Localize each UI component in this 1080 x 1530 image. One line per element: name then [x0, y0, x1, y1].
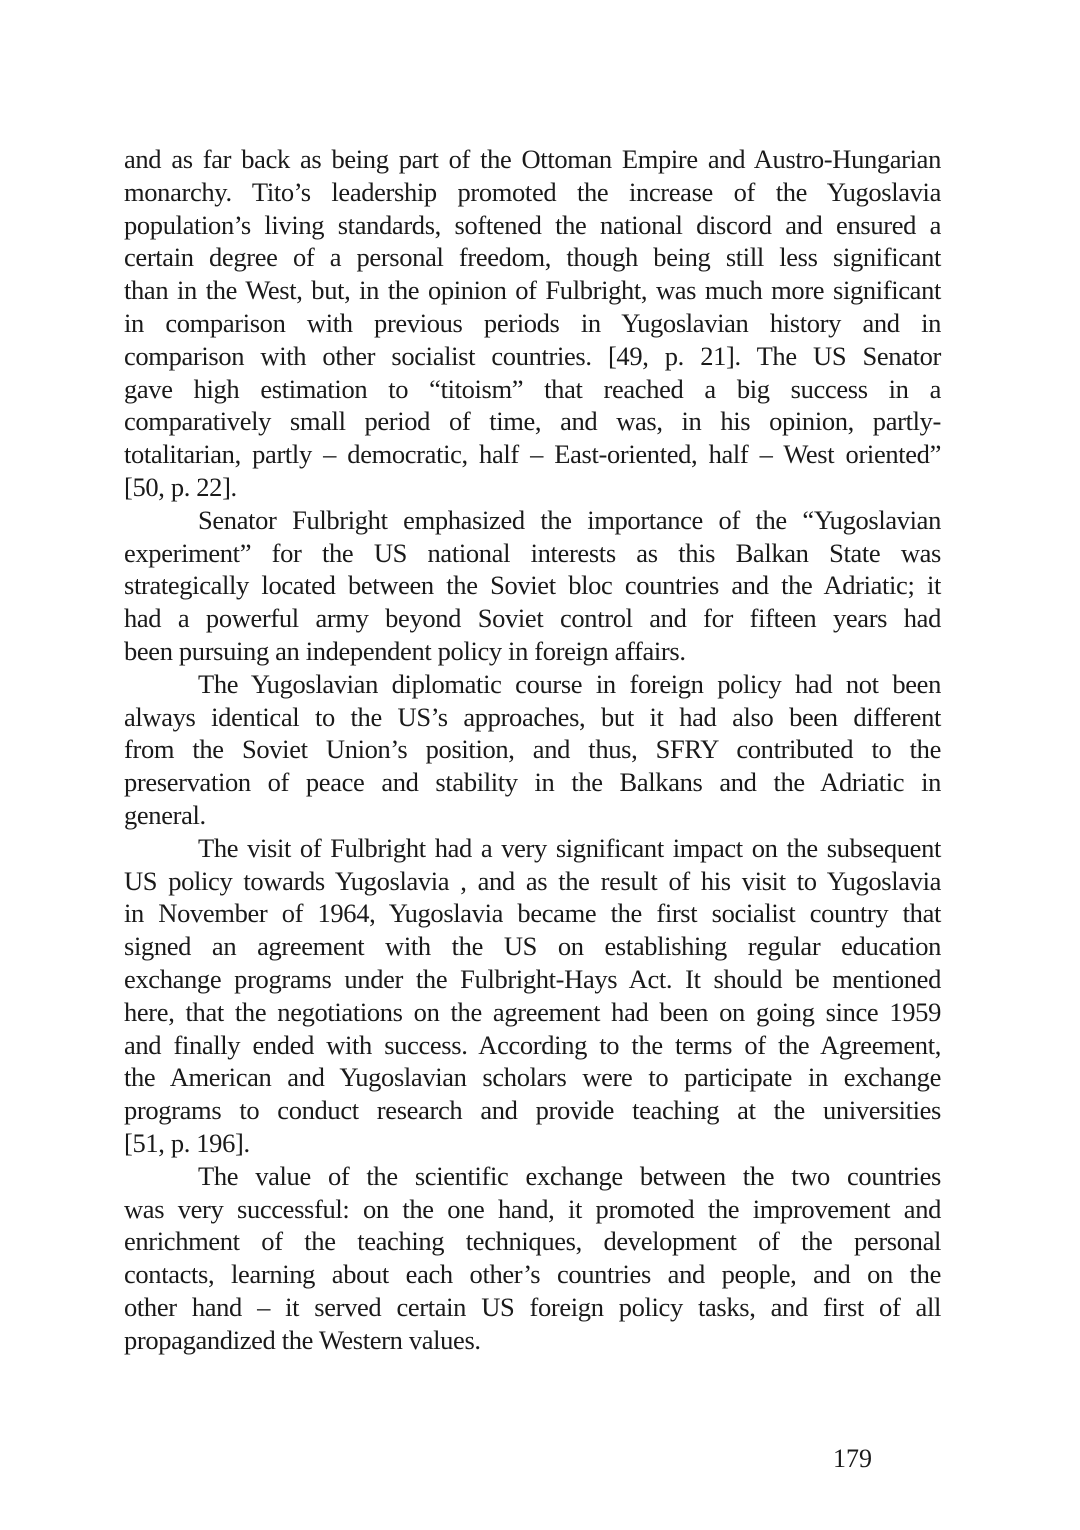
text-line: The value of the scientific exchange between the two countries	[198, 1160, 941, 1191]
text-line: than in the West, but, in the opinion of Fulbright, was much more significant	[124, 275, 941, 306]
text-line: and finally ended with success. According to the terms of the Agreement,	[124, 1029, 941, 1060]
text-line: The Yugoslavian diplomatic course in foreign policy had not been	[198, 668, 941, 699]
text-line: enrichment of the teaching techniques, development of the personal	[124, 1226, 941, 1257]
text-line: population’s living standards, softened the national discord and ensured a	[124, 209, 941, 240]
text-line: gave high estimation to “titoism” that reached a big success in a	[124, 373, 941, 404]
paragraph-3	[124, 668, 941, 832]
text-line: here, that the negotiations on the agreement had been on going since 1959	[124, 996, 941, 1027]
paragraph-1	[124, 143, 941, 504]
text-line: preservation of peace and stability in the Balkans and the Adriatic in	[124, 767, 941, 798]
text-line: and as far back as being part of the Ottoman Empire and Austro-Hungarian	[124, 144, 941, 174]
text-line: certain degree of a personal freedom, though being still less significant	[124, 242, 941, 273]
text-line: was very successful: on the one hand, it promoted the improvement and	[124, 1193, 941, 1224]
text-line: strategically located between the Soviet bloc countries and the Adriatic; it	[124, 570, 941, 601]
text-line: experiment” for the US national interests as this Balkan State was	[124, 537, 941, 568]
text-line: [50, p. 22].	[124, 471, 237, 502]
page-number: 179	[833, 1444, 872, 1473]
text-line: comparison with other socialist countries. [49, p. 21]. The US Senator	[124, 340, 941, 371]
text-line: The visit of Fulbright had a very significant impact on the subsequent	[198, 832, 941, 863]
text-line: the American and Yugoslavian scholars were to participate in exchange	[124, 1062, 941, 1093]
text-line: had a powerful army beyond Soviet control and for fifteen years had	[124, 603, 941, 634]
text-line: exchange programs under the Fulbright-Hays Act. It should be mentioned	[124, 963, 941, 994]
text-line: other hand – it served certain US foreign policy tasks, and first of all	[124, 1291, 941, 1322]
text-line: US policy towards Yugoslavia , and as the result of his visit to Yugoslavia	[124, 865, 941, 896]
text-line: propagandized the Western values.	[124, 1324, 481, 1355]
text-line: [51, p. 196].	[124, 1127, 250, 1158]
text-line: in comparison with previous periods in Yugoslavian history and in	[124, 307, 941, 338]
text-line: totalitarian, partly – democratic, half – East-oriented, half – West oriented”	[124, 439, 941, 470]
text-line: Senator Fulbright emphasized the importance of the “Yugoslavian	[198, 504, 941, 535]
text-line: in November of 1964, Yugoslavia became the first socialist country that	[124, 898, 941, 929]
text-line: contacts, learning about each other’s countries and people, and on the	[124, 1259, 941, 1290]
text-line: signed an agreement with the US on establishing regular education	[124, 931, 941, 962]
page-body	[124, 143, 941, 1356]
text-line: monarchy. Tito’s leadership promoted the increase of the Yugoslavia	[124, 176, 941, 207]
text-line: general.	[124, 799, 206, 830]
paragraph-5	[124, 1160, 941, 1357]
text-line: programs to conduct research and provide teaching at the universities	[124, 1095, 941, 1126]
text-line: from the Soviet Union’s position, and thus, SFRY contributed to the	[124, 734, 941, 765]
text-line: been pursuing an independent policy in foreign affairs.	[124, 635, 686, 666]
paragraph-2	[124, 504, 941, 668]
text-line: comparatively small period of time, and was, in his opinion, partly-	[124, 406, 941, 437]
text-line: always identical to the US’s approaches, but it had also been different	[124, 701, 941, 732]
paragraph-4	[124, 832, 941, 1160]
